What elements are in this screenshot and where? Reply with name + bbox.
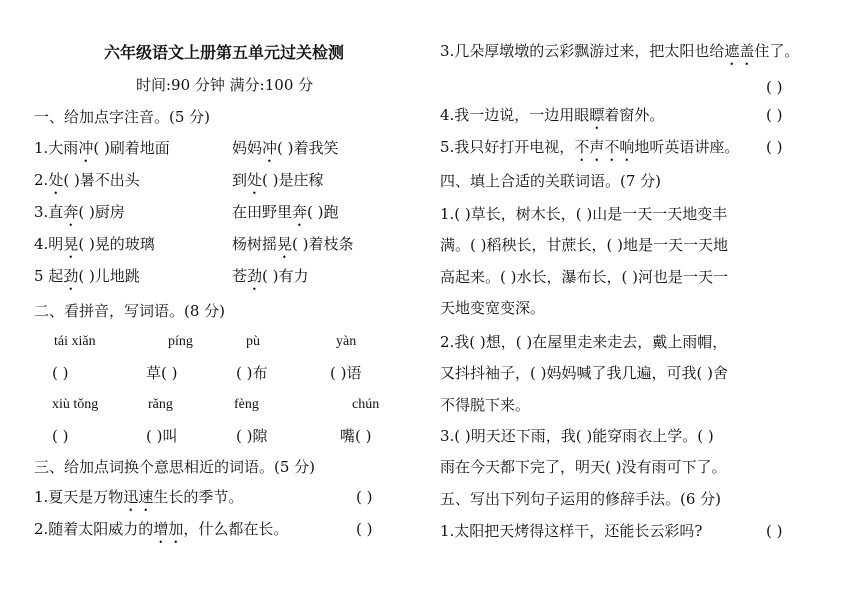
section3-item: [440, 40, 799, 69]
item-text: ，什么都在长。: [183, 520, 289, 538]
answer-paren[interactable]: ( ): [766, 106, 783, 124]
item-text: 到: [232, 171, 248, 189]
item-text: 在田野里: [232, 203, 293, 221]
section1-item: [34, 201, 125, 230]
item-text: 5 起: [34, 267, 64, 285]
dotted-word: 瞟: [589, 106, 605, 124]
section3-item: [440, 104, 664, 133]
pinyin: pù: [246, 334, 260, 349]
item-text[interactable]: ( )有力: [262, 267, 309, 285]
dotted-word: 增加: [153, 520, 184, 538]
item-text: 地听英语讲座。: [634, 138, 740, 156]
item-text: 2.: [34, 171, 49, 189]
item-text: 3.直: [34, 203, 64, 221]
answer-paren[interactable]: ( ): [766, 138, 783, 156]
item-text: 2.随着太阳威力的: [34, 520, 154, 538]
dotted-char: 劲: [63, 267, 79, 285]
section1-item: [34, 169, 140, 198]
dotted-char: 冲: [78, 139, 94, 157]
item-text: 着窗外。: [604, 106, 665, 124]
section1-item: [34, 233, 155, 262]
item-text[interactable]: ( )跑: [307, 203, 339, 221]
item-text: 妈妈: [232, 139, 263, 157]
section1-item: [232, 137, 339, 166]
page-title: 六年级语文上册第五单元过关检测: [104, 43, 345, 62]
section4-heading: 四、填上合适的关联词语。(7 分): [440, 172, 662, 190]
answer-paren[interactable]: ( ): [356, 488, 373, 506]
section4-line: 又抖抖袖子，( )妈妈喊了我几遍，可我( )舍: [440, 364, 728, 382]
section1-item: [232, 233, 354, 262]
pinyin: tái xiǎn: [54, 334, 96, 349]
pinyin: xiù tǒng: [52, 397, 99, 412]
answer-paren[interactable]: ( ): [766, 78, 783, 96]
dotted-char: 奔: [63, 203, 79, 221]
dotted-word: 迅速: [123, 488, 154, 506]
dotted-char: 处: [247, 171, 263, 189]
section5-heading: 五、写出下列句子运用的修辞手法。(6 分): [440, 490, 722, 508]
answer-blank[interactable]: ( ): [52, 364, 69, 382]
item-text: 住了。: [754, 42, 800, 60]
dotted-char: 劲: [247, 267, 263, 285]
answer-blank[interactable]: ( )隙: [236, 427, 268, 445]
section1-item: [232, 201, 339, 230]
section3-item: [440, 136, 739, 165]
answer-paren[interactable]: ( ): [766, 522, 783, 540]
dotted-char: 冲: [262, 139, 278, 157]
dotted-word: 遮盖: [724, 42, 755, 60]
section1-heading: 一、给加点字注音。(5 分): [34, 108, 211, 126]
item-text: 5.我只好打开电视，: [440, 138, 575, 156]
section5-item: 1.太阳把天烤得这样干，还能长云彩吗?: [440, 522, 703, 540]
dotted-char: 处: [48, 171, 64, 189]
answer-blank[interactable]: ( )叫: [146, 427, 178, 445]
page-subtitle: 时间:90 分钟 满分:100 分: [136, 76, 314, 94]
section1-item: [34, 265, 140, 294]
section3-item: [34, 486, 243, 515]
section4-line: 不得脱下来。: [440, 396, 531, 414]
item-text[interactable]: ( )着枝条: [292, 235, 354, 253]
item-text[interactable]: ( )暑不出头: [63, 171, 140, 189]
item-text: 4.我一边说，一边用眼: [440, 106, 590, 124]
pinyin: chún: [352, 397, 380, 412]
item-text[interactable]: ( )着我笑: [277, 139, 339, 157]
pinyin: yàn: [336, 334, 357, 349]
item-text[interactable]: ( )刷着地面: [93, 139, 170, 157]
dotted-word: 不声不响: [574, 138, 635, 156]
item-text[interactable]: ( )晃的玻璃: [78, 235, 155, 253]
pinyin: rǎng: [148, 397, 173, 412]
item-text: 生长的季节。: [153, 488, 244, 506]
section2-heading: 二、看拼音，写词语。(8 分): [34, 302, 226, 320]
dotted-char: 奔: [292, 203, 308, 221]
item-text: 1.夏天是万物: [34, 488, 124, 506]
section3-item: [34, 518, 288, 547]
section4-line: 高起来。( )水长，瀑布长，( )河也是一天一: [440, 268, 728, 286]
section4-line: 满。( )稻秧长，甘蔗长，( )地是一天一天地: [440, 236, 728, 254]
item-text: 杨树摇: [232, 235, 278, 253]
section4-line: 雨在今天都下完了，明天( )没有雨可下了。: [440, 458, 727, 476]
answer-blank[interactable]: ( )语: [330, 364, 362, 382]
section1-item: [34, 137, 170, 166]
section3-heading: 三、给加点词换个意思相近的词语。(5 分): [34, 458, 316, 476]
answer-paren[interactable]: ( ): [356, 520, 373, 538]
section4-line: 3.( )明天还下雨，我( )能穿雨衣上学。( ): [440, 427, 714, 445]
section4-line: 2.我( )想，( )在屋里走来走去，戴上雨帽，: [440, 333, 728, 351]
section4-line: 1.( )草长，树木长，( )山是一天一天地变丰: [440, 205, 728, 223]
item-text[interactable]: ( )是庄稼: [262, 171, 324, 189]
section4-line: 天地变宽变深。: [440, 299, 546, 317]
item-text[interactable]: ( )儿地跳: [78, 267, 140, 285]
section1-item: [232, 265, 309, 294]
answer-blank[interactable]: ( ): [52, 427, 69, 445]
dotted-char: 晃: [63, 235, 79, 253]
item-text: 3.几朵厚墩墩的云彩飘游过来，把太阳也给: [440, 42, 725, 60]
dotted-char: 晃: [277, 235, 293, 253]
answer-blank[interactable]: 草( ): [146, 364, 178, 382]
item-text: 1.大雨: [34, 139, 79, 157]
item-text[interactable]: ( )厨房: [78, 203, 125, 221]
pinyin: píng: [168, 334, 193, 349]
pinyin: fèng: [234, 397, 259, 412]
answer-blank[interactable]: 嘴( ): [340, 427, 372, 445]
answer-blank[interactable]: ( )布: [236, 364, 268, 382]
item-text: 苍: [232, 267, 248, 285]
section1-item: [232, 169, 324, 198]
item-text: 4.明: [34, 235, 64, 253]
